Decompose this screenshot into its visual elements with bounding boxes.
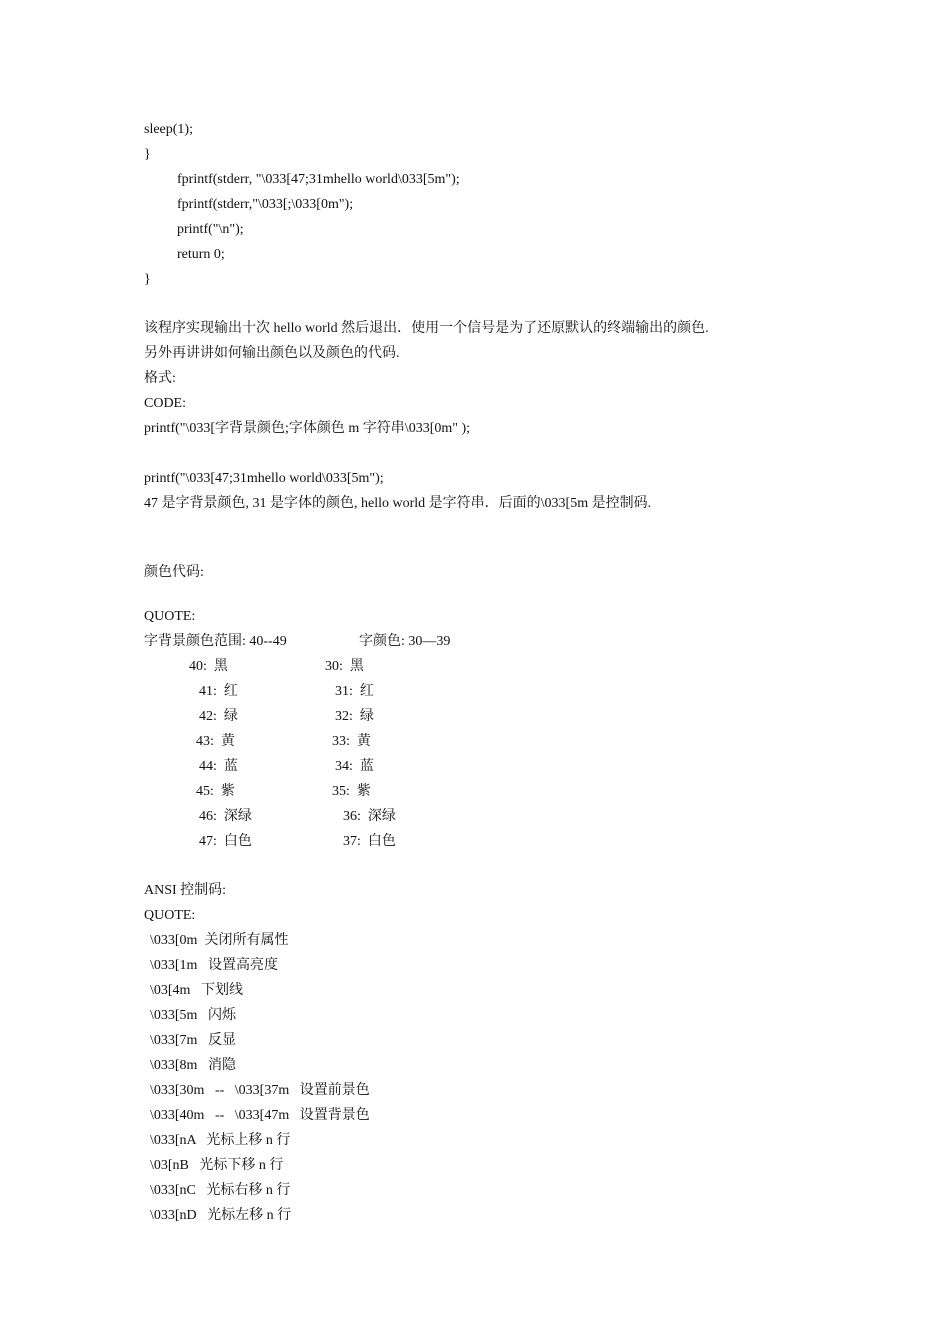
example-description: 47 是字背景颜色, 31 是字体的颜色, hello world 是字符串．后面的\033[5m 是控制码.: [144, 496, 652, 511]
ansi-code-item: \033[nD 光标左移 n 行: [150, 1208, 292, 1223]
fg-color-item: 33: 黄: [332, 734, 371, 749]
ansi-codes-title: ANSI 控制码:: [144, 883, 227, 898]
ansi-code-item: \033[40m -- \033[47m 设置背景色: [150, 1108, 370, 1123]
ansi-code-item: \03[nB 光标下移 n 行: [150, 1158, 284, 1173]
code-line-close-brace: }: [144, 272, 151, 287]
color-codes-title: 颜色代码:: [144, 565, 204, 580]
ansi-code-item: \033[nA 光标上移 n 行: [150, 1133, 291, 1148]
paragraph-line: 另外再讲讲如何输出颜色以及颜色的代码.: [144, 346, 400, 361]
code-line-fprintf-reset: fprintf(stderr,"\033[;\033[0m");: [177, 197, 354, 212]
fg-color-item: 36: 深绿: [343, 809, 396, 824]
code-line-sleep: sleep(1);: [144, 122, 193, 137]
bg-color-item: 43: 黄: [196, 734, 235, 749]
bg-color-range: 字背景颜色范围: 40--49: [144, 634, 287, 649]
code-line-close-brace: }: [144, 147, 151, 162]
bg-color-item: 40: 黑: [189, 659, 228, 674]
ansi-code-item: \033[nC 光标右移 n 行: [150, 1183, 291, 1198]
code-line-return: return 0;: [177, 247, 225, 262]
example-code-line: printf("\033[47;31mhello world\033[5m");: [144, 471, 384, 486]
format-code-line: printf("\033[字背景颜色;字体颜色 m 字符串\033[0m" );: [144, 421, 471, 436]
paragraph-line: 该程序实现输出十次 hello world 然后退出．使用一个信号是为了还原默认的终端输出的颜色.: [144, 321, 709, 336]
quote-label: QUOTE:: [144, 609, 196, 624]
fg-color-item: 30: 黑: [325, 659, 364, 674]
format-label: 格式:: [144, 371, 176, 386]
ansi-code-item: \03[4m 下划线: [150, 983, 243, 998]
fg-color-item: 34: 蓝: [335, 759, 374, 774]
fg-color-range: 字颜色: 30—39: [359, 634, 451, 649]
code-label: CODE:: [144, 396, 186, 411]
ansi-code-item: \033[7m 反显: [150, 1033, 236, 1048]
fg-color-item: 35: 紫: [332, 784, 371, 799]
bg-color-item: 41: 红: [199, 684, 238, 699]
bg-color-item: 46: 深绿: [199, 809, 252, 824]
fg-color-item: 37: 白色: [343, 834, 396, 849]
ansi-code-item: \033[8m 消隐: [150, 1058, 236, 1073]
bg-color-item: 47: 白色: [199, 834, 252, 849]
bg-color-item: 42: 绿: [199, 709, 238, 724]
fg-color-item: 31: 红: [335, 684, 374, 699]
bg-color-item: 44: 蓝: [199, 759, 238, 774]
ansi-code-item: \033[0m 关闭所有属性: [150, 933, 289, 948]
code-line-printf-newline: printf("\n");: [177, 222, 244, 237]
bg-color-item: 45: 紫: [196, 784, 235, 799]
quote-label: QUOTE:: [144, 908, 196, 923]
ansi-code-item: \033[30m -- \033[37m 设置前景色: [150, 1083, 370, 1098]
ansi-code-item: \033[5m 闪烁: [150, 1008, 236, 1023]
code-line-fprintf-color: fprintf(stderr, "\033[47;31mhello world\033[5m");: [177, 172, 460, 187]
ansi-code-item: \033[1m 设置高亮度: [150, 958, 278, 973]
fg-color-item: 32: 绿: [335, 709, 374, 724]
